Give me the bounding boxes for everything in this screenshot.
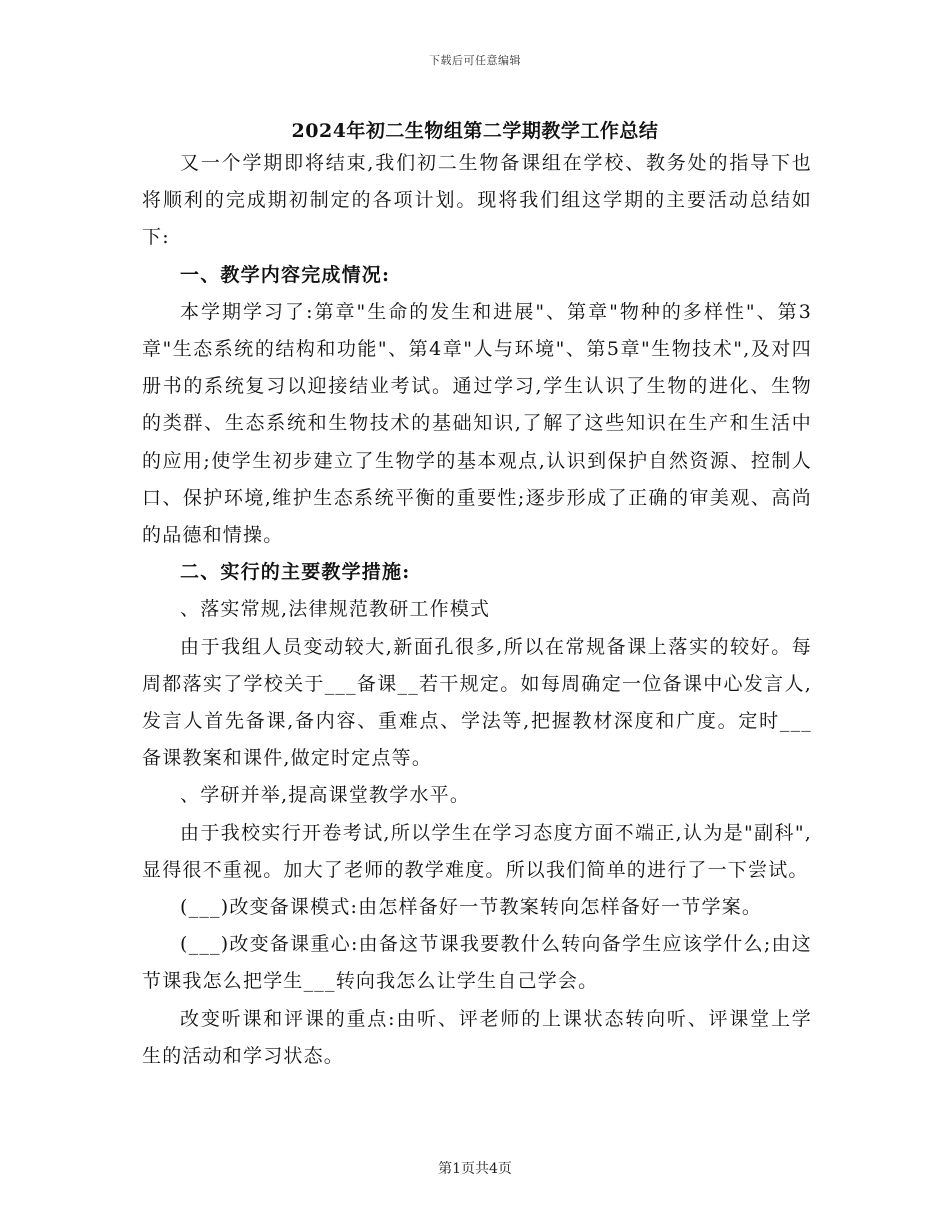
header-note: 下载后可任意编辑 xyxy=(429,54,521,67)
paragraph-study-research: 由于我校实行开卷考试,所以学生在学习态度方面不端正,认为是"副科",显得很不重视。加大了老师的教学难度。所以我们简单的进行了一下尝试。 xyxy=(142,821,812,881)
paragraph-lesson-focus: (___)改变备课重心:由备这节课我要教什么转向备学生应该学什么;由这节课我怎么把学生___转向我怎么让学生自己学会。 xyxy=(142,933,812,993)
section-heading-teaching-content: 一、教学内容完成情况: xyxy=(180,263,391,286)
section-heading-teaching-measures: 二、实行的主要教学措施: xyxy=(180,561,411,584)
paragraph-observation: 改变听课和评课的重点:由听、评老师的上课状态转向听、评课堂上学生的活动和学习状态。 xyxy=(142,1007,812,1067)
paragraph-teaching-content: 本学期学习了:第章"生命的发生和进展"、第章"物种的多样性"、第3章"生态系统的结构和功能"、第4章"人与环境"、第5章"生物技术",及对四册书的系统复习以迎接结业考试。通过学习,学生认识了生物的进化、生物的类群、生态系统和生物技术的基础知识,了解了这些知识在生产和生活中的应用;使学生初步建立了生物学的基本观点,认识到保护自然资源、控制人口、保护环境,维护生态系统平衡的重要性;逐步形成了正确的审美观、高尚的品德和情操。 xyxy=(142,300,812,547)
page-number: 第1页共4页 xyxy=(438,1161,512,1177)
subheading-routine: 、落实常规,法律规范教研工作模式 xyxy=(180,598,491,621)
paragraph-intro: 又一个学期即将结束,我们初二生物备课组在学校、教务处的指导下也将顺利的完成期初制定的各项计划。现将我们组这学期的主要活动总结如下: xyxy=(142,152,812,249)
paragraph-lesson-mode: (___)改变备课模式:由怎样备好一节教案转向怎样备好一节学案。 xyxy=(180,896,763,919)
document-title: 2024年初二生物组第二学期教学工作总结 xyxy=(291,120,659,142)
document-body xyxy=(142,145,812,1075)
subheading-study-research: 、学研并举,提高课堂教学水平。 xyxy=(180,784,471,807)
paragraph-routine: 由于我组人员变动较大,新面孔很多,所以在常规备课上落实的较好。每周都落实了学校关于___备课__若干规定。如每周确定一位备课中心发言人,发言人首先备课,备内容、重难点、学法等,把握教材深度和广度。定时___备课教案和课件,做定时定点等。 xyxy=(142,635,812,770)
